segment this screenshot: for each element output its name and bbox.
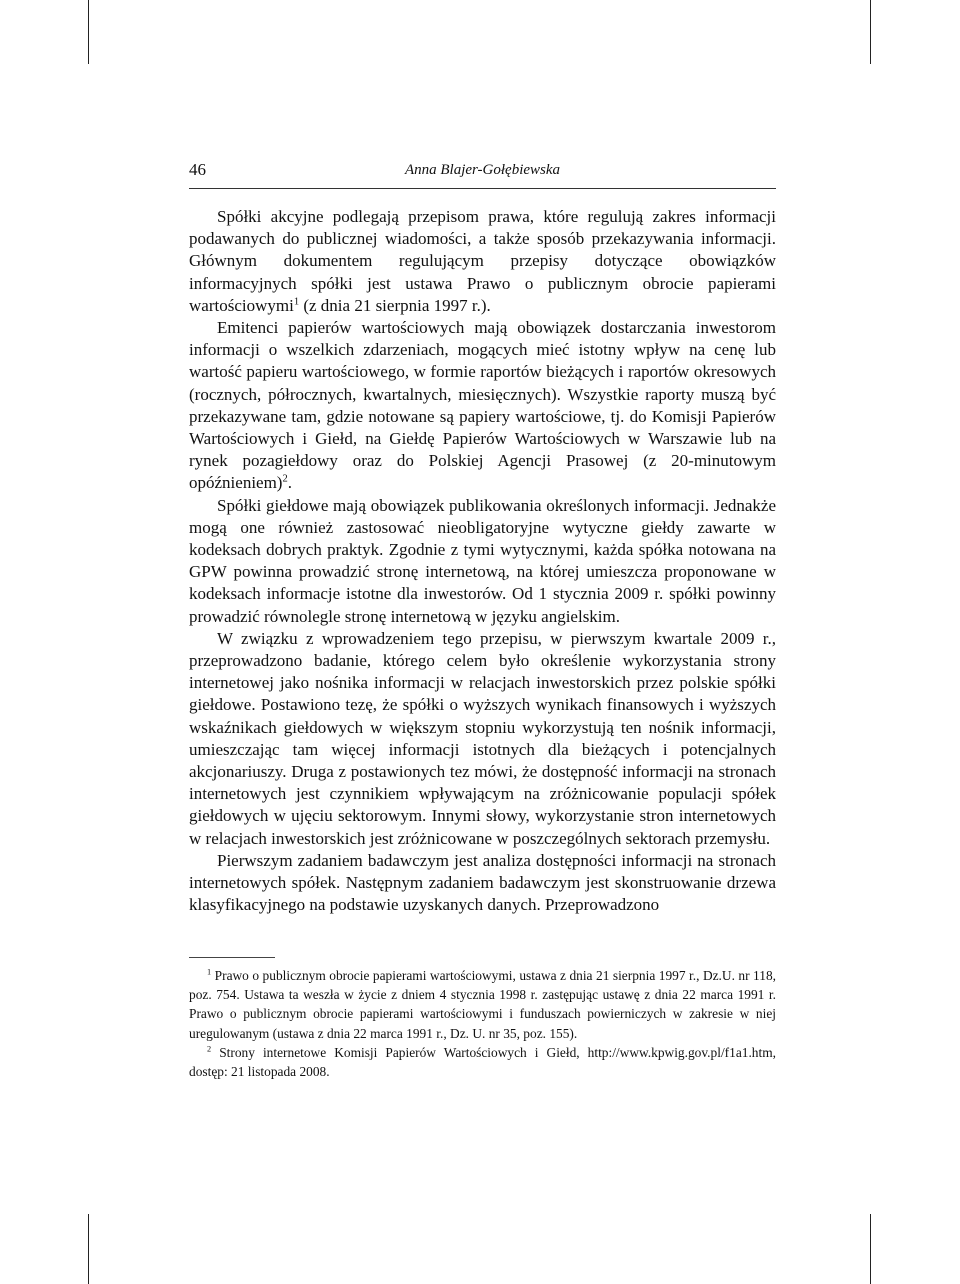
page-number: 46 [189,160,206,179]
footnotes [189,966,776,1081]
footnote-ref-2: 2 [282,473,288,485]
paragraph-4: W związku z wprowadzeniem tego przepisu, w pierwszym kwartale 2009 r., przeprowadzono badanie, którego celem było określenie wykorzystania strony internetowej jako nośnika informacji w relacjach inwestorskich przez polskie spółki giełdowe. Postawiono tezę, że spółki o wyższych wynikach finansowych i wyższych wskaźnikach giełdowych w większym stopniu wykorzystują ten nośnik informacji, umieszczając tam więcej informacji istotnych dla bieżących i potencjalnych akcjonariuszy. Druga z postawionych tez mówi, że dostępność informacji na stronach internetowych jest czynnikiem wpływającym na zróżnicowanie populacji spółek giełdowych w ujęciu sektorowym. Innymi słowy, wykorzystanie stron internetowych w relacjach inwestorskich jest zróżnicowane w poszczególnych sektorach przemysłu. [189,628,776,848]
footnote-marker-1: 1 [207,967,212,977]
footnote-marker-2: 2 [207,1044,212,1054]
footnote-2: $^2$ Strony internetowe Komisji Papierów Wartościowych i Giełd, http://www.kpwig.gov.pl/f1a1.htm, dostęp: 21 listopada 2008. [189,1044,776,1080]
running-head-author: Anna Blajer-Gołębiewska [404,162,561,178]
paragraph-1: Spółki akcyjne podlegają przepisom prawa, które regulują zakres informacji podawanych do publicznej wiadomości, a także sposób przekazywania informacji. Głównym dokumentem regulującym przepisy dotyczące obowiązków informacyjnych spółki jest ustawa Prawo o publicznym obrocie papierami wartościowymi$^1$ (z dnia 21 sierpnia 1997 r.). [189,207,776,315]
footnote-1: $^1$ Prawo o publicznym obrocie papierami wartościowymi, ustawa z dnia 21 sierpnia 1997 r., Dz.U. nr 118, poz. 754. Ustawa ta weszła w życie z dniem 4 stycznia 1998 r. zastępując ustawę z dnia 22 marca 1991 r. Prawo o publicznym obrocie papierami wartościowymi i funduszach powierniczych w zakresie w niej uregulowanym (ustawa z dnia 22 marca 1991 r., Dz. U. nr 35, poz. 155). [189,967,776,1041]
running-header [189,160,776,186]
paragraph-2: Emitenci papierów wartościowych mają obowiązek dostarczania inwestorom informacji o wszelkich zdarzeniach, mogących mieć istotny wpływ na cenę lub wartość papieru wartościowego, w formie raportów bieżących i raportów okresowych (rocznych, półrocznych, kwartalnych, miesięcznych). Wszystkie raporty muszą być przekazywane tam, gdzie notowane są papiery wartościowe, tj. do Komisji Papierów Wartościowych i Giełd, na Giełdę Papierów Wartościowych w Warszawie lub na rynek pozagiełdowy oraz do Polskiej Agencji Prasowej (z 20-minutowym opóźnieniem)$^2$. [189,318,776,493]
crop-mark-top-left [88,0,89,64]
footnote-ref-1: 1 [293,296,300,308]
crop-mark-top-right [870,0,871,64]
paragraph-5: Pierwszym zadaniem badawczym jest analiza dostępności informacji na stronach internetowych spółek. Następnym zadaniem badawczym jest skonstruowanie drzewa klasyfikacyjnego na podstawie uzyskanych danych. Przeprowadzono [189,850,776,915]
crop-mark-bottom-right [870,1214,871,1284]
crop-mark-bottom-left [88,1214,89,1284]
footnote-separator [189,957,275,958]
paragraph-3: Spółki giełdowe mają obowiązek publikowania określonych informacji. Jednakże mogą one również zastosować nieobligatoryjne wytyczne giełdy zawarte w kodeksach dobrych praktyk. Zgodnie z tymi wytycznymi, każda spółka notowana na GPW powinna prowadzić stronę internetową, na której umieszcza proponowane w kodeksach informacje istotne dla inwestorów. Od 1 stycznia 2009 r. spółki powinny prowadzić równolegle stronę internetową w języku angielskim. [189,495,776,626]
header-rule [189,188,776,189]
body-text [189,206,776,917]
